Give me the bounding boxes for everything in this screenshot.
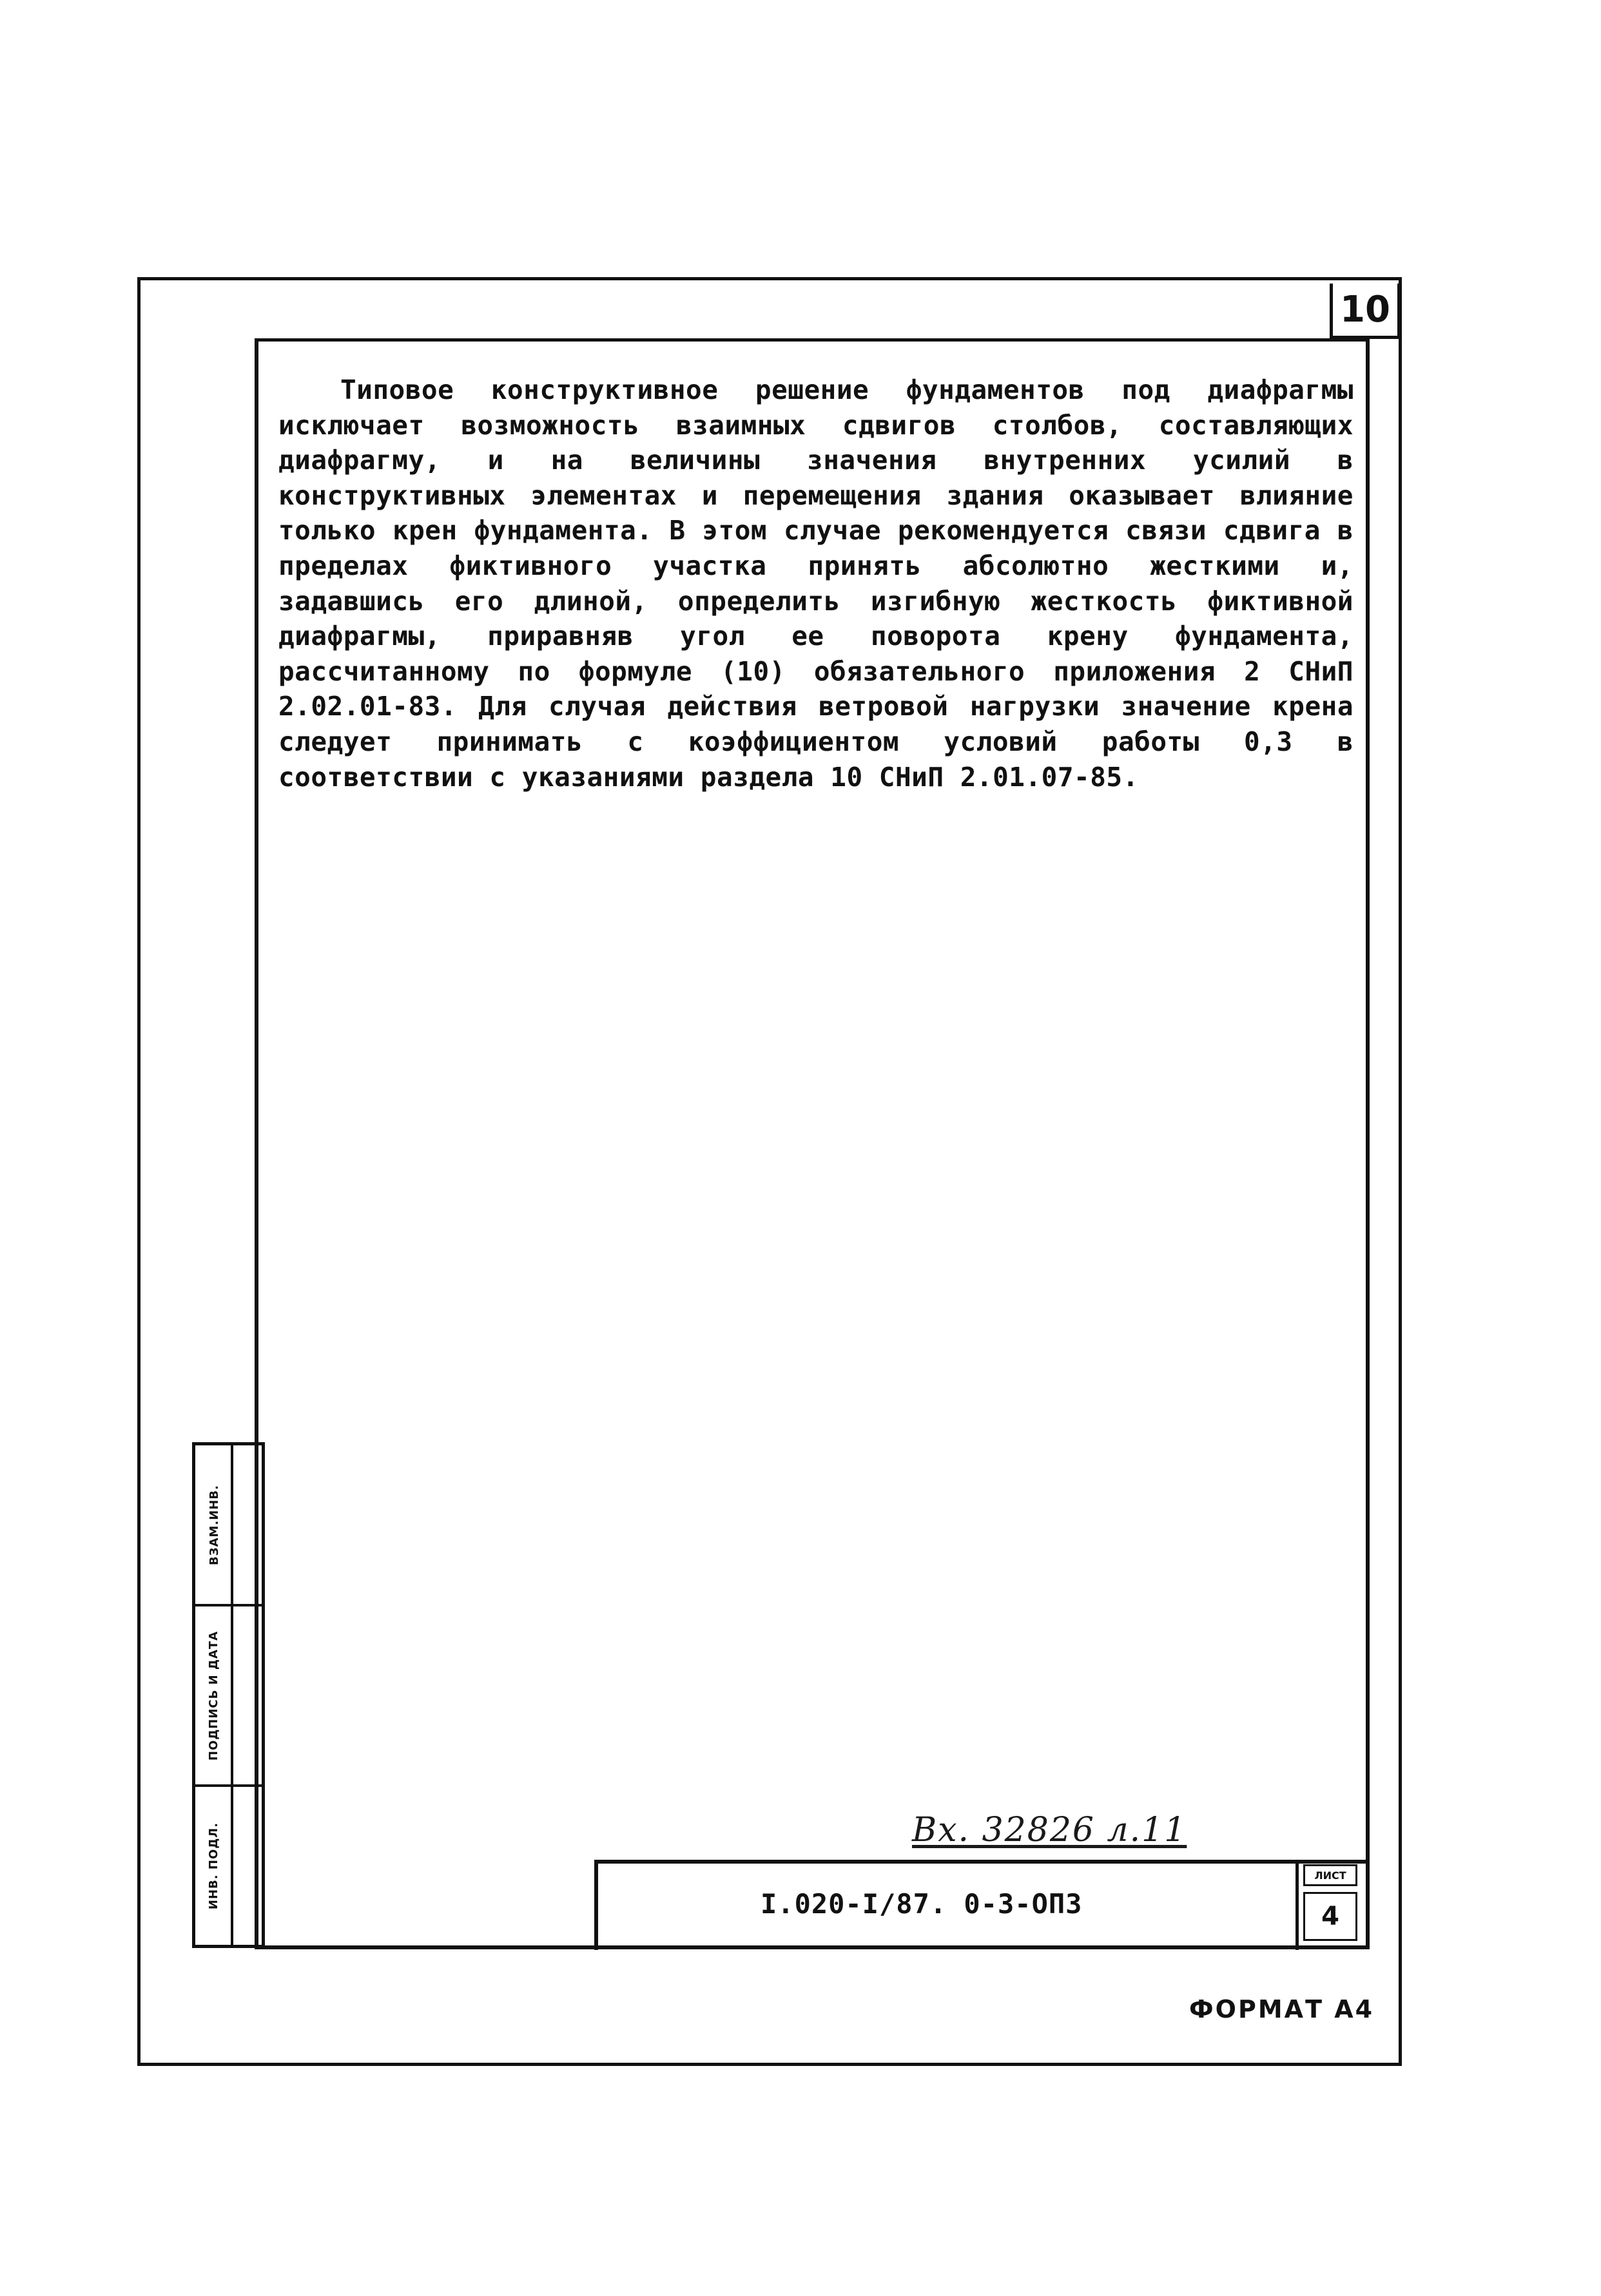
side-stamp-column-divider (231, 1445, 233, 1945)
body-paragraph: Типовое конструктивное решение фундаментов под диафрагмы исключает возможность взаимных сдвигов столбов, составляющих диафрагму, и на величины значения внутренних усилий в конструктивных элементах и перемещения здания оказывает влияние только крен фундамента. В этом случае рекомендуется связи сдвига в пределах фиктивного участка принять абсолютно жесткими и, задавшись его длиной, определить изгибную жесткость фиктивной диафрагмы, приравняв угол ее поворота крену фундамента, рассчитанному по формуле (10) обязательного приложения 2 СНиП 2.02.01-83. Для случая действия ветровой нагрузки значение крена следует принимать с коэффициентом условий работы 0,3 в соответствии с указаниями раздела 10 СНиП 2.01.07-85. (278, 374, 1354, 793)
sheet-label: ЛИСТ (1303, 1864, 1357, 1886)
side-stamp-label: ПОДПИСЬ И ДАТА (207, 1630, 221, 1761)
page-number: 10 (1330, 284, 1401, 339)
sheet-number: 4 (1303, 1892, 1357, 1941)
side-stamp-label: ВЗАМ.ИНВ. (207, 1484, 221, 1565)
side-stamp-cell-original (198, 1787, 230, 1945)
side-stamp (192, 1442, 265, 1948)
side-stamp-label: ИНВ. ПОДЛ. (207, 1822, 221, 1910)
handwritten-note: Вх. 32826 л.11 (912, 1811, 1187, 1849)
body-text (278, 372, 1354, 795)
side-stamp-cell-signature (198, 1606, 230, 1784)
document-code: I.020-I/87. 0-3-ОПЗ (761, 1888, 1083, 1920)
format-label: ФОРМАТ А4 (1189, 1995, 1375, 2023)
side-stamp-cell-inventory (198, 1445, 230, 1604)
